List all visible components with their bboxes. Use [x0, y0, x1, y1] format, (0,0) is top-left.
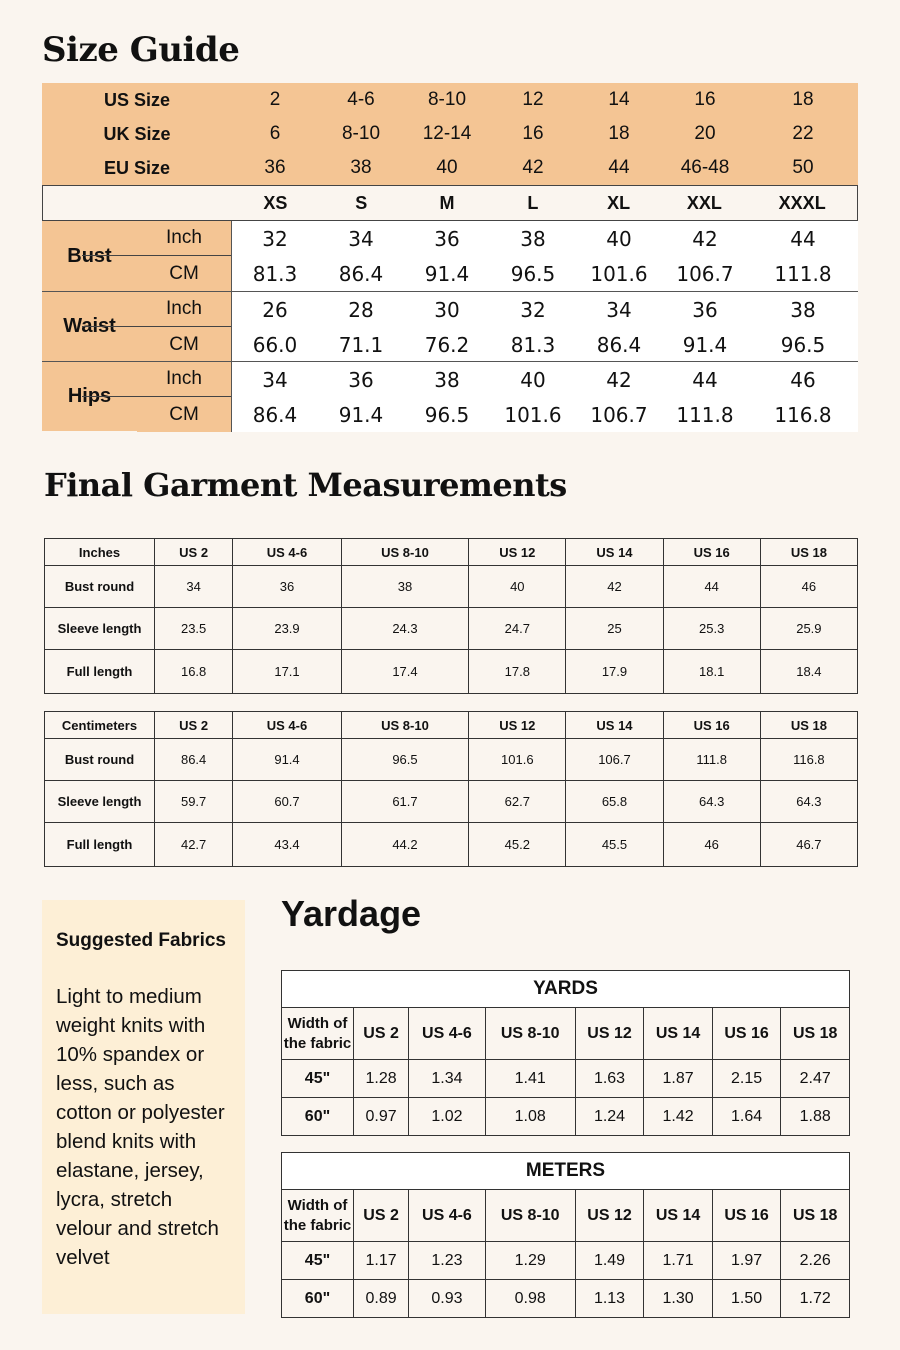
cell: 46.7: [760, 823, 857, 867]
yardage-title: Yardage: [281, 893, 422, 934]
cell: 86.4: [338, 261, 384, 286]
cell: 91.4: [338, 402, 384, 427]
cell: 17.9: [566, 650, 663, 694]
cell: 61.7: [341, 781, 468, 823]
header-row: [45, 712, 858, 739]
cell: 23.5: [155, 608, 233, 650]
header-cell: US 8-10: [485, 1190, 575, 1242]
cell: 16: [694, 89, 716, 110]
cell: 38: [350, 157, 372, 178]
cell: 0.89: [354, 1280, 409, 1318]
cell: 44: [608, 157, 630, 178]
row-label: 60": [282, 1280, 354, 1318]
cell: 96.5: [780, 332, 826, 357]
cell: 1.97: [712, 1242, 781, 1280]
unit-labels: [137, 292, 232, 362]
cell: 40: [606, 226, 632, 251]
eu-size-row: [42, 151, 858, 185]
cell: 43.4: [233, 823, 342, 867]
cell: 1.71: [644, 1242, 713, 1280]
suggested-fabrics-box: [42, 900, 245, 1314]
cell: 101.6: [504, 402, 562, 427]
cell: 1.34: [409, 1060, 486, 1098]
row-label: US Size: [103, 89, 171, 110]
cell: 1.08: [485, 1098, 575, 1136]
cell: 1.41: [485, 1060, 575, 1098]
cell: 111.8: [774, 261, 832, 286]
hips-group: [42, 361, 858, 431]
header-cell: US 2: [155, 712, 233, 739]
cell: 25.3: [663, 608, 760, 650]
cell: 96.5: [424, 402, 470, 427]
cell: 44: [663, 566, 760, 608]
unit-labels: [137, 221, 232, 291]
letter-size-row: [42, 185, 858, 221]
cell: 0.93: [409, 1280, 486, 1318]
cm-row: [232, 256, 858, 291]
header-cell: US 16: [712, 1008, 781, 1060]
unit-labels: [137, 362, 232, 432]
values: [232, 292, 858, 362]
table-row: [282, 1098, 850, 1136]
caption-row: [282, 1153, 850, 1190]
header-cell: US 2: [354, 1008, 409, 1060]
inch-row: [232, 221, 858, 256]
letter-size: M: [439, 192, 455, 213]
cell: 36: [348, 367, 374, 392]
cell: 1.63: [575, 1060, 644, 1098]
row-label: EU Size: [103, 157, 171, 178]
values: [232, 221, 858, 291]
table-row: [282, 1280, 850, 1318]
cell: 42: [566, 566, 663, 608]
cell: 34: [606, 297, 632, 322]
uk-size-row: [42, 117, 858, 151]
row-label: Bust round: [45, 566, 155, 608]
cell: 28: [348, 297, 374, 322]
cell: 59.7: [155, 781, 233, 823]
cell: 38: [790, 297, 816, 322]
suggested-fabrics-title: Suggested Fabrics: [56, 930, 226, 951]
cell: 64.3: [663, 781, 760, 823]
cell: 34: [348, 226, 374, 251]
table-row: [45, 781, 858, 823]
cell: 86.4: [252, 402, 298, 427]
cm-row: [232, 397, 858, 432]
cell: 62.7: [469, 781, 566, 823]
cell: 25.9: [760, 608, 857, 650]
header-cell: Centimeters: [45, 712, 155, 739]
cell: 20: [694, 123, 716, 144]
unit-cm: CM: [169, 333, 199, 355]
letter-size: XXXL: [778, 192, 826, 213]
cell: 81.3: [510, 332, 556, 357]
cell: 14: [608, 89, 630, 110]
cell: 1.28: [354, 1060, 409, 1098]
cell: 101.6: [469, 739, 566, 781]
header-cell: US 16: [663, 712, 760, 739]
cell: 36: [434, 226, 460, 251]
cell: 40: [436, 157, 458, 178]
yardage-meters-table: [281, 1152, 850, 1318]
row-label: Full length: [45, 650, 155, 694]
cell: 0.97: [354, 1098, 409, 1136]
values: [232, 362, 858, 432]
cell: 111.8: [663, 739, 760, 781]
cell: 12: [522, 89, 544, 110]
row-label: UK Size: [103, 123, 171, 144]
cell: 17.1: [233, 650, 342, 694]
cell: 116.8: [760, 739, 857, 781]
unit-inch: Inch: [82, 362, 231, 397]
cell: 36: [692, 297, 718, 322]
row-label: Bust round: [45, 739, 155, 781]
header-cell: US 18: [781, 1008, 850, 1060]
letter-size: XXL: [686, 192, 722, 213]
table-caption: YARDS: [282, 971, 850, 1008]
cell: 1.24: [575, 1098, 644, 1136]
cell: 1.23: [409, 1242, 486, 1280]
header-cell: US 18: [760, 539, 857, 566]
header-cell: US 12: [575, 1190, 644, 1242]
cell: 1.29: [485, 1242, 575, 1280]
cell: 32: [520, 297, 546, 322]
cell: 1.88: [781, 1098, 850, 1136]
garment-centimeters-table: [44, 711, 858, 867]
size-conversion-header: [42, 83, 858, 185]
header-cell: US 16: [712, 1190, 781, 1242]
inch-row: [232, 292, 858, 327]
cell: 18.4: [760, 650, 857, 694]
measurement-name: Bust: [42, 221, 137, 291]
cell: 66.0: [252, 332, 298, 357]
row-label: Sleeve length: [45, 608, 155, 650]
caption-row: [282, 971, 850, 1008]
letter-size: S: [355, 192, 368, 213]
size-guide-title: Size Guide: [42, 30, 240, 70]
table-caption: METERS: [282, 1153, 850, 1190]
cell: 116.8: [774, 402, 832, 427]
cell: 16: [522, 123, 544, 144]
cell: 46: [663, 823, 760, 867]
cm-row: [232, 327, 858, 362]
cell: 71.1: [338, 332, 384, 357]
table-row: [45, 650, 858, 694]
cell: 86.4: [155, 739, 233, 781]
suggested-fabrics-text: Light to medium weight knits with 10% spandex or less, such as cotton or polyester blend knits with elastane, jersey, lycra, stretch velour and stretch velvet: [56, 985, 225, 1269]
cell: 1.30: [644, 1280, 713, 1318]
cell: 42.7: [155, 823, 233, 867]
header-cell: US 8-10: [485, 1008, 575, 1060]
row-label: 45": [282, 1242, 354, 1280]
cell: 46-48: [680, 157, 730, 178]
cell: 106.7: [566, 739, 663, 781]
table-row: [282, 1242, 850, 1280]
garment-inches-table: [44, 538, 858, 694]
cell: 44: [790, 226, 816, 251]
cell: 6: [269, 123, 281, 144]
body-measurements-table: [42, 221, 858, 431]
cell: 106.7: [676, 261, 734, 286]
cell: 76.2: [424, 332, 470, 357]
cell: 64.3: [760, 781, 857, 823]
cell: 17.4: [341, 650, 468, 694]
cell: 1.50: [712, 1280, 781, 1318]
final-garment-title: Final Garment Measurements: [44, 466, 567, 504]
header-cell: US 18: [781, 1190, 850, 1242]
table-row: [45, 608, 858, 650]
cell: 34: [155, 566, 233, 608]
cell: 26: [262, 297, 288, 322]
header-row: [282, 1008, 850, 1060]
cell: 1.02: [409, 1098, 486, 1136]
cell: 40: [520, 367, 546, 392]
cell: 8-10: [427, 89, 467, 110]
waist-group: [42, 291, 858, 361]
cell: 24.7: [469, 608, 566, 650]
unit-inch: Inch: [82, 221, 231, 256]
table-row: [45, 566, 858, 608]
cell: 44.2: [341, 823, 468, 867]
us-size-row: [42, 83, 858, 117]
cell: 24.3: [341, 608, 468, 650]
cell: 0.98: [485, 1280, 575, 1318]
cell: 38: [341, 566, 468, 608]
header-cell: US 12: [469, 539, 566, 566]
table-row: [45, 739, 858, 781]
cell: 16.8: [155, 650, 233, 694]
unit-cm: CM: [169, 262, 199, 284]
measurement-name: Hips: [42, 361, 137, 431]
header-cell: US 14: [644, 1008, 713, 1060]
header-cell: US 14: [566, 539, 663, 566]
cell: 50: [792, 157, 814, 178]
cell: 42: [522, 157, 544, 178]
cell: 12-14: [422, 123, 472, 144]
header-cell: Inches: [45, 539, 155, 566]
cell: 46: [760, 566, 857, 608]
cell: 91.4: [424, 261, 470, 286]
cell: 17.8: [469, 650, 566, 694]
row-label: Full length: [45, 823, 155, 867]
header-row: [282, 1190, 850, 1242]
cell: 106.7: [590, 402, 648, 427]
cell: 1.72: [781, 1280, 850, 1318]
cell: 4-6: [347, 89, 375, 110]
row-label: 60": [282, 1098, 354, 1136]
cell: 18: [792, 89, 814, 110]
cell: 38: [520, 226, 546, 251]
header-cell: US 18: [760, 712, 857, 739]
cell: 81.3: [252, 261, 298, 286]
cell: 111.8: [676, 402, 734, 427]
cell: 8-10: [341, 123, 381, 144]
cell: 1.87: [644, 1060, 713, 1098]
yardage-yards-table: [281, 970, 850, 1136]
letter-size: XL: [607, 192, 631, 213]
cell: 60.7: [233, 781, 342, 823]
cell: 86.4: [596, 332, 642, 357]
table-row: [282, 1060, 850, 1098]
cell: 36: [264, 157, 286, 178]
cell: 36: [233, 566, 342, 608]
header-cell: US 12: [469, 712, 566, 739]
cell: 91.4: [233, 739, 342, 781]
cell: 25: [566, 608, 663, 650]
cell: 2: [269, 89, 281, 110]
cell: 22: [792, 123, 814, 144]
cell: 44: [692, 367, 718, 392]
header-cell: US 4-6: [233, 539, 342, 566]
header-cell: US 2: [354, 1190, 409, 1242]
row-label: Sleeve length: [45, 781, 155, 823]
header-cell: US 14: [566, 712, 663, 739]
header-cell: US 2: [155, 539, 233, 566]
cell: 32: [262, 226, 288, 251]
cell: 45.5: [566, 823, 663, 867]
cell: 2.26: [781, 1242, 850, 1280]
header-cell: US 4-6: [233, 712, 342, 739]
header-cell: Width of the fabric: [282, 1008, 354, 1060]
cell: 42: [692, 226, 718, 251]
cell: 34: [262, 367, 288, 392]
cell: 2.15: [712, 1060, 781, 1098]
header-cell: US 12: [575, 1008, 644, 1060]
cell: 1.17: [354, 1242, 409, 1280]
cell: 2.47: [781, 1060, 850, 1098]
cell: 18.1: [663, 650, 760, 694]
header-cell: US 14: [644, 1190, 713, 1242]
header-cell: US 16: [663, 539, 760, 566]
row-label: 45": [282, 1060, 354, 1098]
cell: 1.42: [644, 1098, 713, 1136]
header-cell: US 4-6: [409, 1190, 486, 1242]
cell: 45.2: [469, 823, 566, 867]
cell: 91.4: [682, 332, 728, 357]
cell: 46: [790, 367, 816, 392]
inch-row: [232, 362, 858, 397]
cell: 96.5: [341, 739, 468, 781]
cell: 96.5: [510, 261, 556, 286]
unit-cm: CM: [169, 403, 199, 425]
cell: 42: [606, 367, 632, 392]
cell: 23.9: [233, 608, 342, 650]
measurement-name: Waist: [42, 291, 137, 361]
header-row: [45, 539, 858, 566]
unit-inch: Inch: [82, 292, 231, 327]
cell: 40: [469, 566, 566, 608]
letter-size: L: [527, 192, 539, 213]
header-cell: Width of the fabric: [282, 1190, 354, 1242]
letter-size: XS: [263, 192, 288, 213]
cell: 38: [434, 367, 460, 392]
cell: 18: [608, 123, 630, 144]
bust-group: [42, 221, 858, 291]
cell: 30: [434, 297, 460, 322]
table-row: [45, 823, 858, 867]
cell: 65.8: [566, 781, 663, 823]
cell: 1.64: [712, 1098, 781, 1136]
header-cell: US 8-10: [341, 539, 468, 566]
header-cell: US 8-10: [341, 712, 468, 739]
cell: 101.6: [590, 261, 648, 286]
header-cell: US 4-6: [409, 1008, 486, 1060]
cell: 1.13: [575, 1280, 644, 1318]
cell: 1.49: [575, 1242, 644, 1280]
